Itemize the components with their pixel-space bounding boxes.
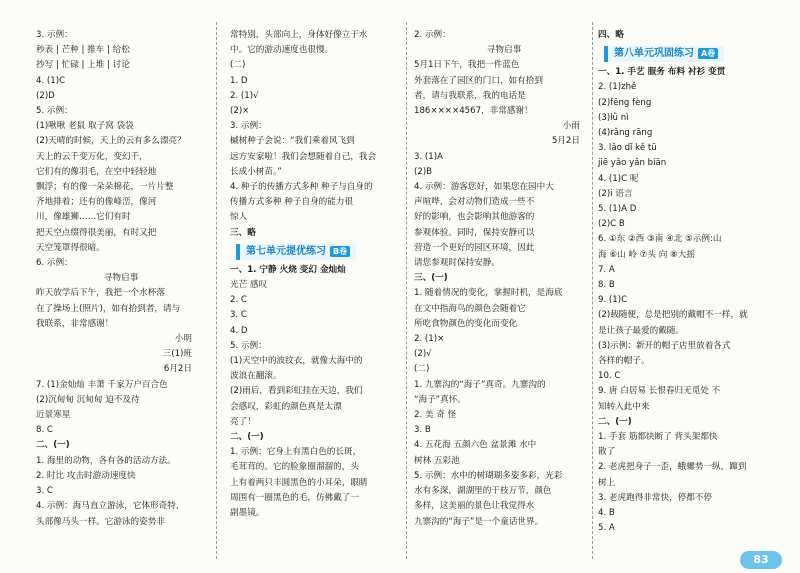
answer-line: 二、(一) bbox=[230, 432, 264, 443]
answer-line: 3. (1)A bbox=[414, 151, 443, 162]
answer-line: (2)雨后，看到彩虹挂在天边，我们 bbox=[230, 386, 363, 397]
answer-line: 把天空点缀得很美丽，有时又把 bbox=[36, 227, 157, 238]
answer-line: 2. (1)zhě bbox=[598, 82, 637, 93]
column-3 bbox=[414, 28, 594, 530]
answer-line: 1. 示例：它身上有黑白色的长斑， bbox=[230, 447, 362, 458]
answer-line: 天空笼罩得很暗。 bbox=[36, 242, 105, 253]
answer-line: 三(1)班 bbox=[162, 349, 192, 360]
answer-line: (2)C B bbox=[598, 219, 625, 230]
answer-line: (4)rǎng rāng bbox=[598, 128, 653, 139]
answer-line: 是让孩子最爱的戴随。 bbox=[598, 325, 684, 336]
answer-line: (2)载随便，总是把别的戴帽不一样，就 bbox=[598, 310, 748, 321]
answer-line: 寻物启事 bbox=[103, 273, 139, 284]
answer-line: 5. 示例： bbox=[36, 106, 73, 117]
answer-line: 参观体验。同时，保持安静可以 bbox=[414, 227, 535, 238]
unit-section-banner bbox=[604, 46, 724, 62]
answer-line: 3. 老虎跑得非常快，停都不停 bbox=[598, 492, 713, 503]
answer-line: 1. D bbox=[230, 75, 248, 86]
answer-line: 水有多深，湖湖里的干枝万节，颜色 bbox=[414, 486, 552, 497]
answer-line: 传播方式多种 种子自身的能力很 bbox=[230, 197, 354, 208]
column-2 bbox=[230, 28, 400, 521]
answer-line: 5. (1)A D bbox=[598, 204, 637, 215]
unit-section-title: 第七单元提优练习 bbox=[246, 245, 326, 257]
answer-line: 我联系，非常感谢！ bbox=[36, 318, 114, 329]
answer-line: 亮了！ bbox=[230, 416, 256, 427]
answer-line: 2. (1)× bbox=[414, 334, 445, 345]
answer-line: 5. A bbox=[598, 523, 615, 534]
answer-line: (3)示例：新开的帽子店里放着各式 bbox=[598, 340, 731, 351]
answer-line: 四、略 bbox=[598, 30, 624, 40]
answer-line: (2)沉甸甸 沉甸甸 迫不及待 bbox=[36, 394, 140, 405]
answer-line: 者，请与我联系，我的电话是 bbox=[414, 90, 526, 101]
answer-line: 3. 示例： bbox=[230, 121, 267, 132]
answer-line: (2)D bbox=[36, 90, 55, 101]
unit-section-banner bbox=[236, 244, 356, 260]
answer-line: (3)lǜ nì bbox=[598, 112, 629, 123]
answer-line: 6. 示例： bbox=[36, 258, 73, 269]
answer-line: (1)天空中的波纹衣，就像大海中的 bbox=[230, 356, 363, 367]
answer-line: 头部像马头一样。它游泳的姿势非 bbox=[36, 516, 165, 527]
answer-line: 多样，这美丽的景色让我觉得水 bbox=[414, 501, 535, 512]
answer-line: 1. 九寨沟的“海子”真奇。九寨沟的 bbox=[414, 379, 546, 390]
answer-line: 4. B bbox=[598, 508, 615, 519]
answer-line: (2)B bbox=[414, 166, 433, 177]
answer-line: 散了 bbox=[598, 447, 616, 458]
answer-line: 飘浮；有的像一朵朵棉花，一片片整 bbox=[36, 182, 174, 193]
answer-line: 9. 唐 白居易 长恨春归无觅处 不 bbox=[598, 386, 721, 397]
answer-line: 4. 示例：海马直立游泳，它体形奇特， bbox=[36, 501, 185, 512]
unit-section-title: 第八单元巩固练习 bbox=[614, 48, 694, 60]
answer-line: 天上的云千变万化，变幻千， bbox=[36, 151, 148, 162]
answer-line: 它们有的像羽毛，在空中轻轻地 bbox=[36, 166, 157, 177]
answer-line: 小雨 bbox=[562, 121, 580, 132]
answer-line: 9. (1)C bbox=[598, 295, 628, 306]
answer-line: 5月2日 bbox=[551, 136, 580, 147]
unit-section-badge: B卷 bbox=[330, 246, 350, 257]
answer-line: 2. 示例： bbox=[414, 30, 451, 40]
answer-line: 秒表 | 芒种 | 推车 | 给松 bbox=[36, 45, 130, 56]
answer-line: 声喧哗，会对动物们造成一些不 bbox=[414, 197, 535, 208]
answer-line: 4. D bbox=[230, 325, 248, 336]
answer-line: 8. B bbox=[598, 280, 615, 291]
answer-line: 一、1. 宁静 火烧 变幻 金灿灿 bbox=[230, 264, 346, 275]
page-number: 83 bbox=[740, 551, 782, 569]
answer-line: 知转入此中来 bbox=[598, 401, 650, 412]
answer-line: 周围有一圈黑色的毛，仿佛戴了一 bbox=[230, 492, 359, 503]
answer-line: (二) bbox=[230, 60, 246, 71]
answer-line: 上有着两只丰圆黑色的小耳朵，眼睛 bbox=[230, 477, 368, 488]
answer-line: 三、(一) bbox=[414, 273, 448, 284]
answer-line: 惊人 bbox=[230, 212, 248, 223]
answer-line: 2. 美 奇 怪 bbox=[414, 410, 457, 421]
answer-line: 二、(一) bbox=[598, 416, 632, 427]
answer-line: 远方安家啦！我们会想随着自己，我会 bbox=[230, 151, 377, 162]
answer-line: 4. 示例：游客您好，如果您在园中大 bbox=[414, 182, 554, 193]
answer-line: 毛茸茸的。它的脸象圈溜溜的，头 bbox=[230, 462, 359, 473]
answer-line: (2)i 语言 bbox=[598, 188, 633, 199]
answer-line: 8. C bbox=[36, 425, 53, 436]
answer-line: (2)× bbox=[230, 106, 250, 117]
answer-line: 树林 五彩池 bbox=[414, 455, 460, 466]
answer-line: 10. C bbox=[598, 371, 621, 382]
answer-line: 5. 示例：水中的树瑚瑚多姿多彩，光彩 bbox=[414, 470, 563, 481]
column-4 bbox=[598, 28, 788, 537]
answer-line: 在了操场上(照片)，如有拾到者，请与 bbox=[36, 303, 181, 314]
answer-line: 2. 时比 攻击时游动速度快 bbox=[36, 470, 136, 481]
answer-line: 5月1日下午，我把一件蓝色 bbox=[414, 60, 520, 71]
answer-line: (2)fēng fèng bbox=[598, 97, 652, 108]
answer-line: 好的影响，也会影响其他游客的 bbox=[414, 212, 535, 223]
answer-line: 请您参观时保持安静。 bbox=[414, 258, 500, 269]
answer-line: 2. C bbox=[230, 295, 247, 306]
column-divider bbox=[406, 22, 407, 559]
answer-line: (2)√ bbox=[414, 349, 432, 360]
answer-line: 川，像雄狮……它们有时 bbox=[36, 212, 131, 223]
answer-line: 会感叹，彩虹的颜色真是太漂 bbox=[230, 401, 342, 412]
answer-line: 在文中指海鸟的颜色会随着它 bbox=[414, 303, 526, 314]
answer-line: 副墨镜。 bbox=[230, 508, 265, 519]
answer-line: 九寨沟的“海子”是一个童话世界。 bbox=[414, 516, 544, 527]
answer-line: 近景寒星 bbox=[36, 410, 71, 421]
answer-line: 海 ⑥山 岭 ⑦头 向 ⑧大摇 bbox=[598, 249, 695, 260]
answer-line: 小明 bbox=[174, 334, 192, 345]
answer-line: 槭树种子会说：“我们乘着风飞到 bbox=[230, 136, 355, 147]
answer-line: 7. (1)金灿灿 丰萧 千家万户百合色 bbox=[36, 379, 168, 390]
answer-line: 2. (1)√ bbox=[230, 90, 259, 101]
answer-line: 昨天放学后下午，我把一个水杯落 bbox=[36, 288, 165, 299]
answer-line: jiē yǎo yǎn biān bbox=[598, 158, 667, 169]
answer-line: 树上 bbox=[598, 477, 616, 488]
answer-line: 3. C bbox=[36, 486, 53, 497]
answer-line: 1. 手套 筋都快断了 背头架都快 bbox=[598, 432, 718, 443]
answer-line: 4. (1)C 呢 bbox=[598, 173, 639, 184]
answer-line: 营造一个更好的园区环境，因此 bbox=[414, 242, 535, 253]
answer-line: 长成小树苗。” bbox=[230, 166, 282, 177]
column-divider bbox=[216, 22, 217, 559]
unit-section-badge: A卷 bbox=[698, 48, 718, 59]
answer-line: 常特别，头部向上，身体好像立于水 bbox=[230, 30, 368, 40]
answer-line: (1)啾啾 老鼠 取子窝 袋袋 bbox=[36, 121, 134, 132]
answer-line: 186××××4567，非常感谢！ bbox=[414, 106, 533, 117]
answer-line: 7. A bbox=[598, 264, 615, 275]
answer-line: 3. C bbox=[230, 310, 247, 321]
answer-line: 三、略 bbox=[230, 227, 256, 238]
answer-line: 光芒 感叹 bbox=[230, 280, 268, 291]
answer-line: 二、(一) bbox=[36, 440, 70, 451]
answer-line: 6. ①东 ②西 ③南 ④北 ⑤示例:山 bbox=[598, 234, 722, 245]
answer-line: “海子”真怀。 bbox=[414, 394, 466, 405]
answer-line: 4. 种子的传播方式多种 种子与自身的 bbox=[230, 182, 373, 193]
answer-line: 1. 海里的动物，各有各的活动方法。 bbox=[36, 455, 176, 466]
answer-line: 3. 示例： bbox=[36, 30, 73, 40]
answer-line: 2. 老虎把身子一歪，蛾螺势一纵，蹿到 bbox=[598, 462, 747, 473]
answer-line: 波浪在翻滚。 bbox=[230, 371, 282, 382]
answer-line: 抄写 | 忙碌 | 上堆 | 讨论 bbox=[36, 60, 130, 71]
answer-line: 中。它的游动速度也很慢。 bbox=[230, 45, 334, 56]
answer-line: 4. 五花海 五颜六色 盆景滩 水中 bbox=[414, 440, 537, 451]
answer-line: 6月2日 bbox=[163, 364, 192, 375]
answer-line: (二) bbox=[414, 364, 430, 375]
answer-line: 所吃食物颜色的变化而变化 bbox=[414, 318, 518, 329]
answer-line: 4. (1)C bbox=[36, 75, 66, 86]
answer-line: 3. B bbox=[414, 425, 431, 436]
answer-line: 一、1. 手艺 服务 布料 衬衫 变贯 bbox=[598, 67, 726, 78]
column-1 bbox=[36, 28, 206, 530]
answer-line: 外套落在了园区的门口，如有拾到 bbox=[414, 75, 543, 86]
answer-line: 3. lǎo dǐ kě tū bbox=[598, 143, 657, 154]
answer-line: 寻物启事 bbox=[486, 45, 522, 56]
answer-line: 1. 随着情况的变化，掌握时机，是海底 bbox=[414, 288, 563, 299]
answer-line: 5. 示例： bbox=[230, 340, 267, 351]
answer-line: 齐地排着；还有的像峰峦，像河 bbox=[36, 197, 157, 208]
answer-line: (2)天晴的时候，天上的云有多么漂亮？ bbox=[36, 136, 186, 147]
answer-line: 各样的帽子。 bbox=[598, 356, 650, 367]
